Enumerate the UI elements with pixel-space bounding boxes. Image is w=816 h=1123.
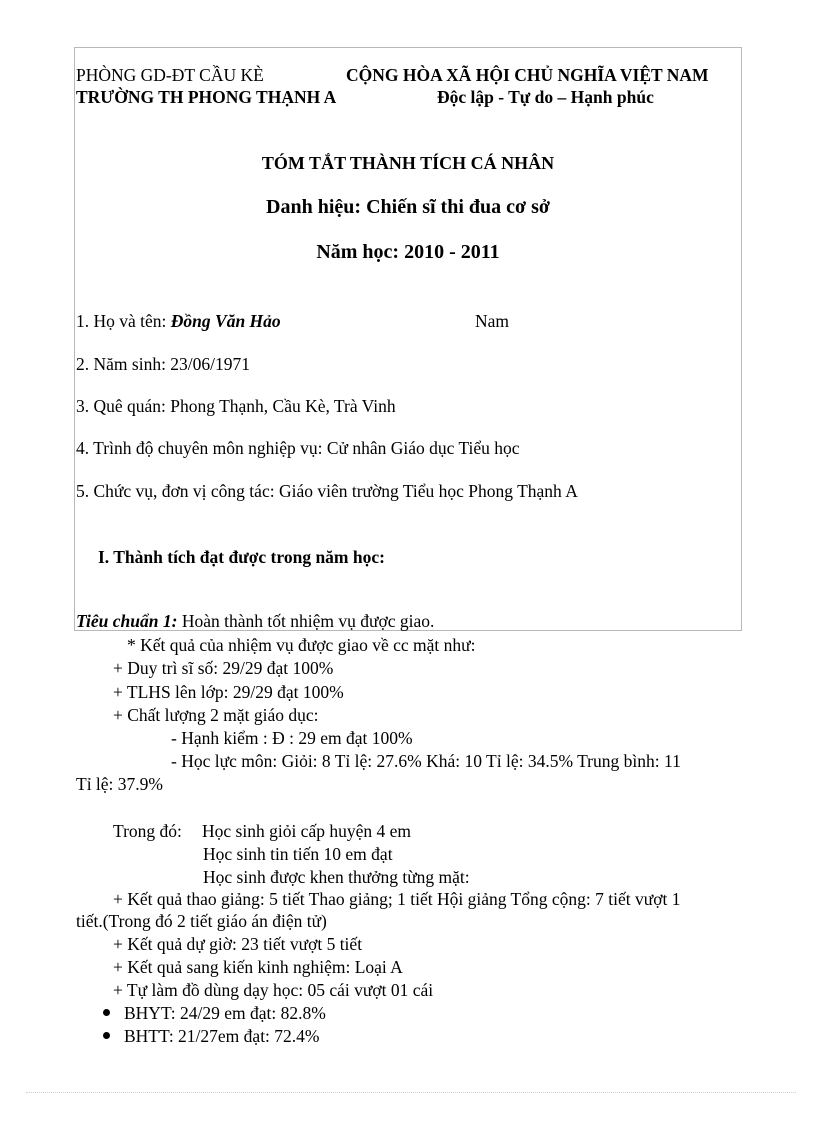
full-name-value: Đồng Văn Hảo [170,311,281,331]
bullet-icon [103,1009,110,1016]
teaching-demo-line2: tiết.(Trong đó 2 tiết giáo án điện tử) [76,911,327,931]
qualification: 4. Trình độ chuyên môn nghiệp vụ: Cử nhân Giáo dục Tiểu học [76,438,520,458]
attendance: + Duy trì sĩ số: 29/29 đạt 100% [113,658,334,678]
criterion-1 [76,610,434,632]
hometown: 3. Quê quán: Phong Thạnh, Cầu Kè, Trà Vinh [76,396,396,416]
full-name-line [76,310,281,332]
conduct-result: - Hạnh kiểm : Đ : 29 em đạt 100% [171,728,413,748]
teaching-demo-line1: + Kết quả thao giảng: 5 tiết Thao giảng; 1 tiết Hội giảng Tổng cộng: 7 tiết vượt 1 [113,889,681,909]
initiative-result: + Kết quả sang kiến kinh nghiệm: Loại A [113,957,403,977]
promotion: + TLHS lên lớp: 29/29 đạt 100% [113,682,344,702]
academic-result-line2: Tỉ lệ: 37.9% [76,774,163,794]
among-label: Trong đó: [113,821,182,841]
national-title: CỘNG HÒA XÃ HỘI CHỦ NGHĨA VIỆT NAM [346,65,709,85]
birth-date: 2. Năm sinh: 23/06/1971 [76,354,251,374]
district-excellent-students: Học sinh giỏi cấp huyện 4 em [202,821,411,841]
page-bottom-divider [26,1092,796,1093]
bhyt-result: BHYT: 24/29 em đạt: 82.8% [124,1003,326,1023]
criterion-text: Hoàn thành tốt nhiệm vụ được giao. [177,611,435,631]
section-heading: I. Thành tích đạt được trong năm học: [98,547,385,567]
class-observation: + Kết quả dự giờ: 23 tiết vượt 5 tiết [113,934,363,954]
document-title: TÓM TẮT THÀNH TÍCH CÁ NHÂN [261,153,555,173]
teaching-materials: + Tự làm đồ dùng dạy học: 05 cái vượt 01 cái [113,980,434,1000]
results-intro: * Kết quả của nhiệm vụ được giao về cc mặt như: [127,635,476,655]
progress-students: Học sinh tin tiến 10 em đạt [203,844,393,864]
honor-title: Danh hiệu: Chiến sĩ thi đua cơ sở [266,196,550,218]
department-name: PHÒNG GD-ĐT CẦU KÈ [76,65,264,85]
text-box-frame [74,47,742,631]
full-name-label: 1. Họ và tên: [76,311,171,331]
criterion-label: Tiêu chuẩn 1: [76,611,178,631]
school-year: Năm học: 2010 - 2011 [316,241,500,263]
school-name: TRƯỜNG TH PHONG THẠNH A [76,87,337,107]
education-quality: + Chất lượng 2 mặt giáo dục: [113,705,319,725]
awarded-students: Học sinh được khen thưởng từng mặt: [203,867,470,887]
academic-result-line1: - Học lực môn: Giỏi: 8 Tỉ lệ: 27.6% Khá: 10 Tỉ lệ: 34.5% Trung bình: 11 [171,751,681,771]
national-motto: Độc lập - Tự do – Hạnh phúc [437,87,654,107]
bhtt-result: BHTT: 21/27em đạt: 72.4% [124,1026,320,1046]
gender: Nam [475,311,510,331]
position: 5. Chức vụ, đơn vị công tác: Giáo viên trường Tiểu học Phong Thạnh A [76,481,578,501]
bullet-icon [103,1032,110,1039]
